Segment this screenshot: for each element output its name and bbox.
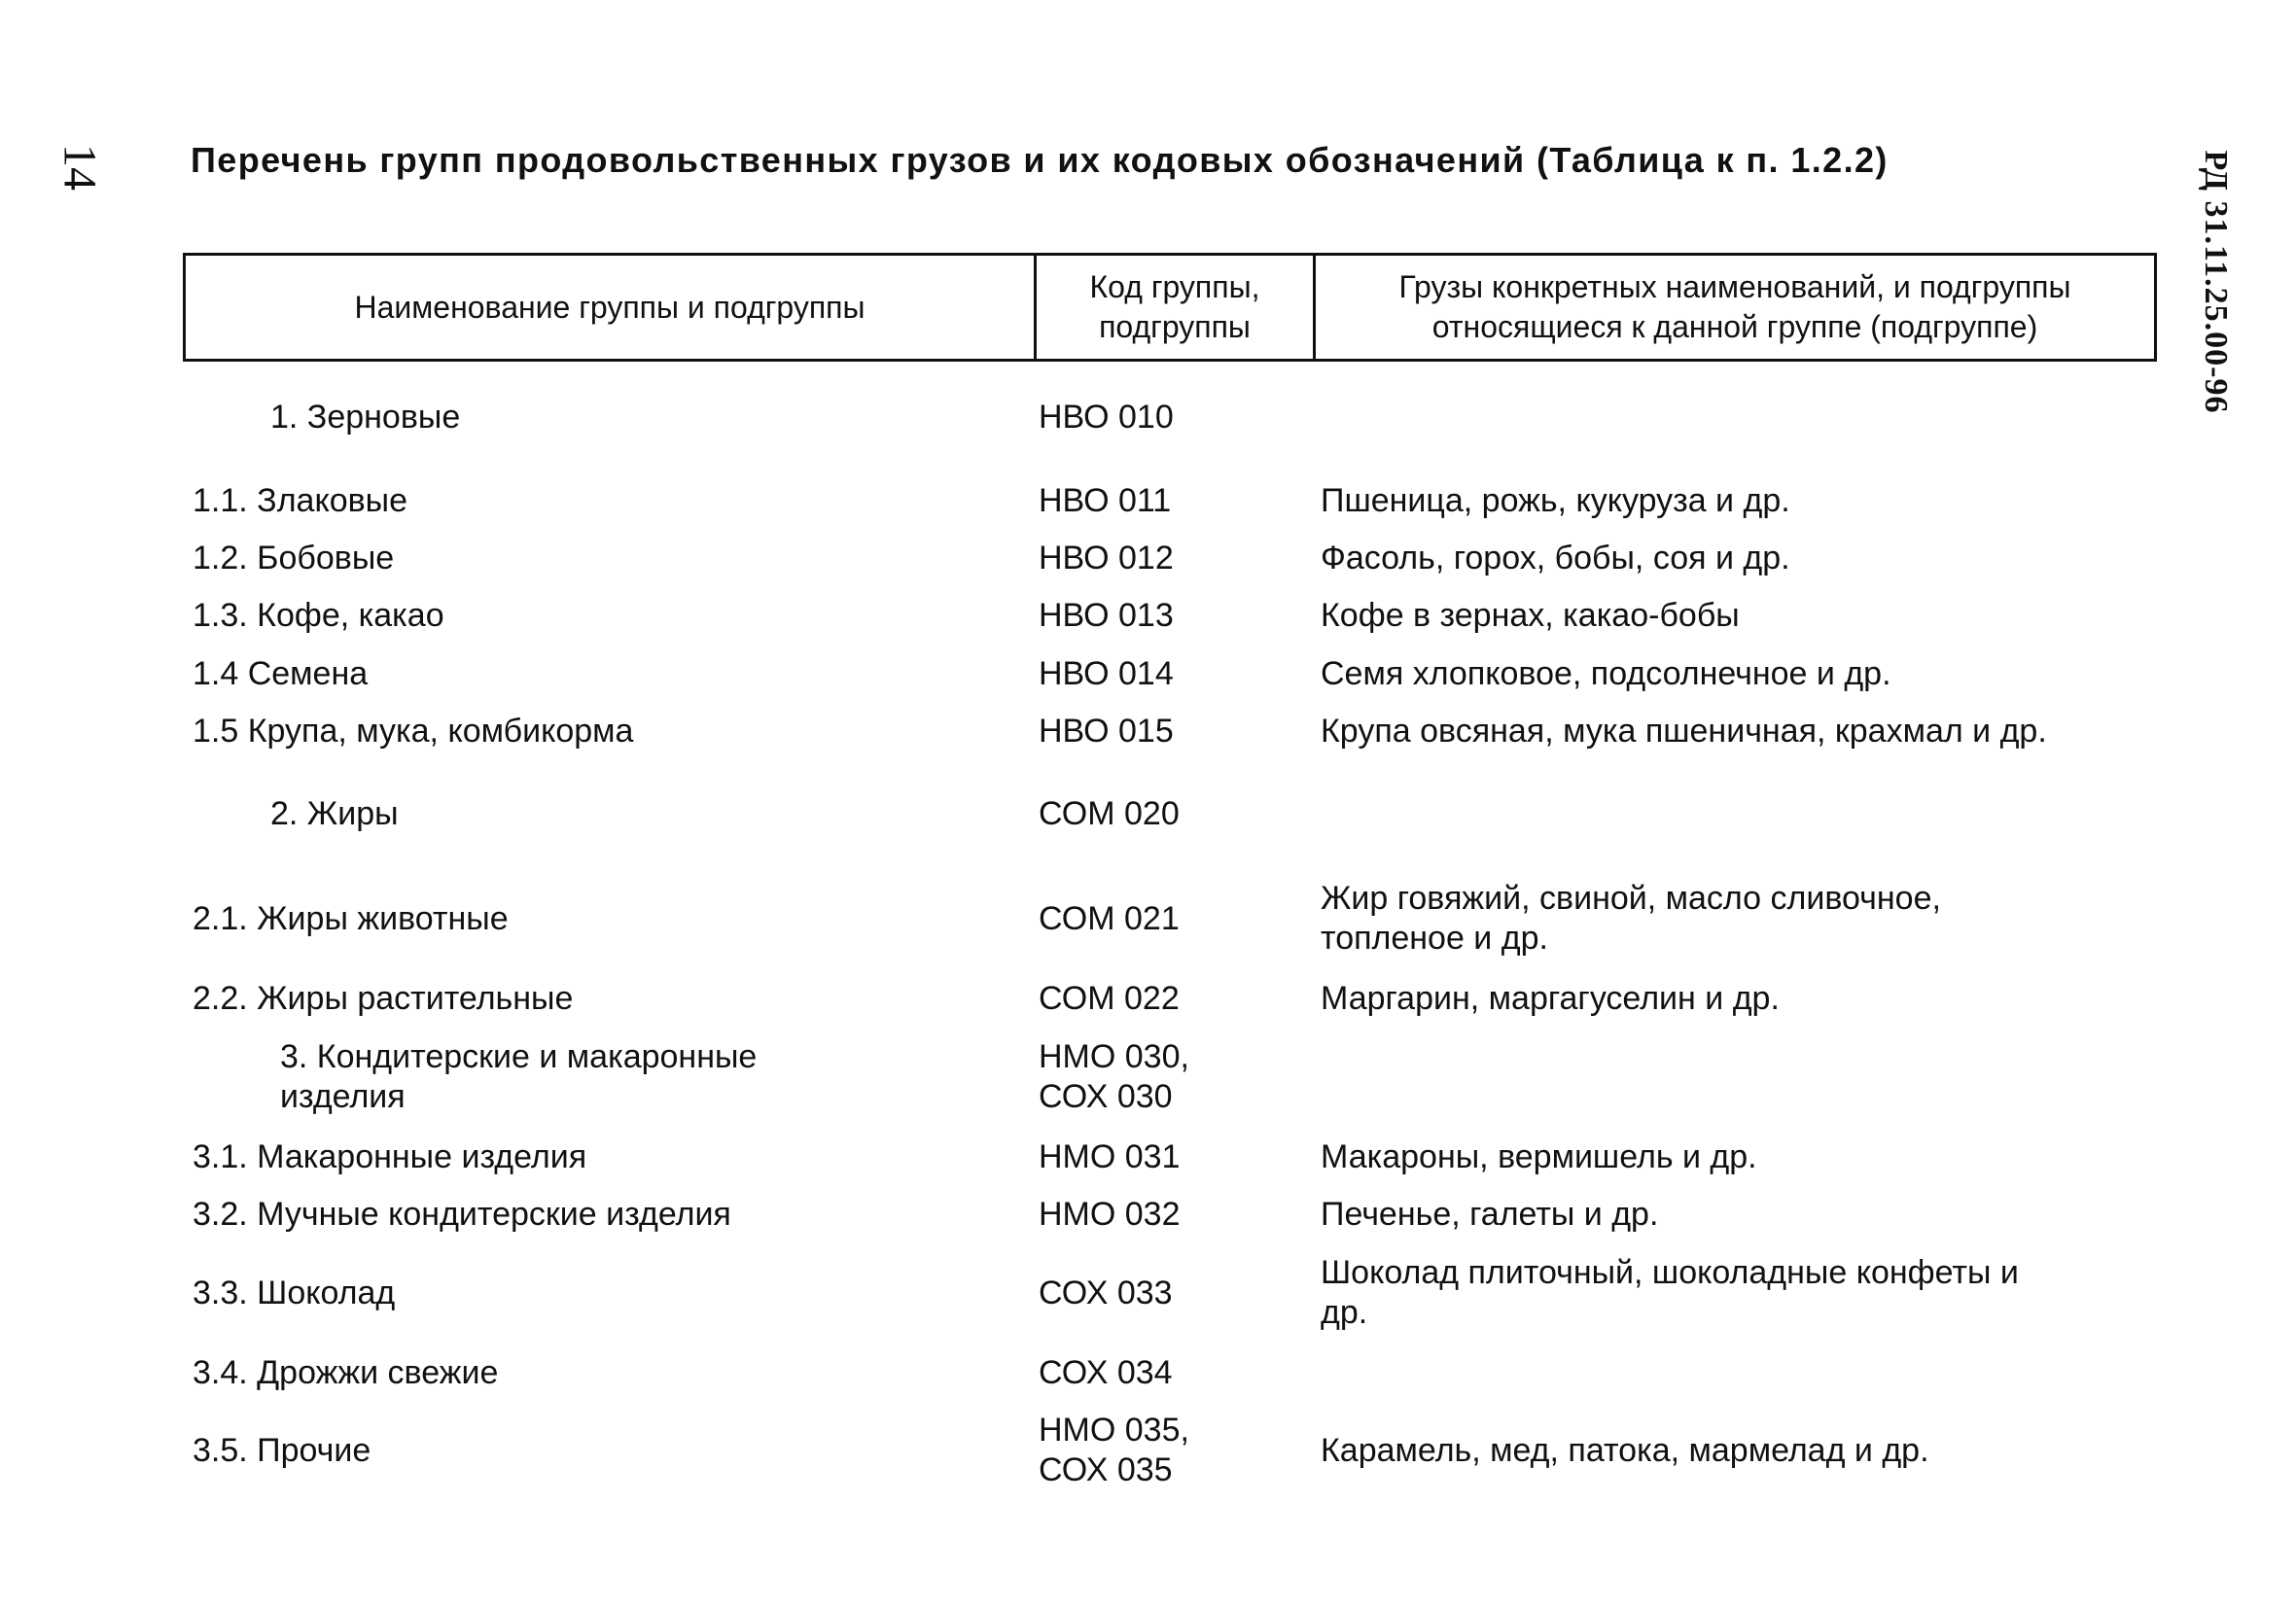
row-goods [1321, 1352, 2147, 1393]
table-row [183, 1410, 2157, 1491]
row-goods: Фасоль, горох, бобы, соя и др. [1321, 539, 1790, 576]
row-name: 1.3. Кофе, какао [193, 596, 444, 634]
row-goods: Печенье, галеты и др. [1321, 1195, 1659, 1233]
row-name: 1.5 Крупа, мука, комбикорма [193, 712, 634, 750]
table-row [183, 653, 2157, 694]
row-code: НМО 032 [1039, 1195, 1181, 1233]
table-row [183, 793, 2157, 834]
row-code: СОМ 022 [1039, 979, 1180, 1017]
row-code: НМО 030, СОХ 030 [1039, 1038, 1189, 1115]
row-name: 3.4. Дрожжи свежие [193, 1353, 499, 1391]
row-goods: Макароны, вермишель и др. [1321, 1137, 1757, 1175]
row-goods: Карамель, мед, патока, мармелад и др. [1321, 1431, 1929, 1469]
row-code: НВО 015 [1039, 712, 1174, 750]
table-row [183, 878, 2157, 960]
table-row [183, 1252, 2157, 1334]
table-row [183, 397, 2157, 437]
page-number: 14 [53, 144, 106, 191]
row-goods [1321, 397, 2147, 437]
row-code: НВО 012 [1039, 539, 1174, 576]
row-goods: Шоколад плиточный, шоколадные конфеты и др. [1321, 1254, 2019, 1331]
row-name: 2.1. Жиры животные [193, 899, 509, 937]
table-row [183, 595, 2157, 636]
row-code: НМО 031 [1039, 1137, 1181, 1175]
column-header-code: Код группы, подгруппы [1037, 256, 1316, 359]
row-goods: Крупа овсяная, мука пшеничная, крахмал и др. [1321, 712, 2047, 750]
row-code: НМО 035, СОХ 035 [1039, 1412, 1189, 1488]
table-row [183, 1036, 2157, 1118]
row-goods: Кофе в зернах, какао-бобы [1321, 596, 1740, 634]
row-code: СОХ 034 [1039, 1353, 1173, 1391]
table-row [183, 538, 2157, 578]
table-row [183, 1352, 2157, 1393]
row-name: 1.1. Злаковые [193, 481, 408, 519]
table-row [183, 1136, 2157, 1177]
column-header-goods: Грузы конкретных наименований, и подгруппы относящиеся к данной группе (подгруппе) [1398, 269, 2071, 344]
row-name: 1.2. Бобовые [193, 539, 395, 576]
row-name: 2.2. Жиры растительные [193, 979, 574, 1017]
column-header-name: Наименование группы и подгруппы [186, 256, 1037, 359]
row-code: СОМ 021 [1039, 899, 1180, 937]
row-goods: Маргарин, маргагуселин и др. [1321, 979, 1780, 1017]
row-name: 3. Кондитерские и макаронные изделия [280, 1038, 758, 1115]
row-name: 3.2. Мучные кондитерские изделия [193, 1195, 731, 1233]
row-goods: Семя хлопковое, подсолнечное и др. [1321, 654, 1891, 692]
row-name: 1. Зерновые [270, 398, 461, 436]
row-name: 1.4 Семена [193, 654, 369, 692]
table-row [183, 1194, 2157, 1235]
table-row [183, 480, 2157, 521]
table-row [183, 711, 2157, 751]
row-goods: Жир говяжий, свиной, масло сливочное, топленое и др. [1321, 880, 1941, 957]
table-row [183, 978, 2157, 1019]
row-code: СОХ 033 [1039, 1274, 1173, 1311]
row-code: НВО 011 [1039, 481, 1172, 519]
row-goods [1321, 793, 2147, 834]
row-goods: Пшеница, рожь, кукуруза и др. [1321, 481, 1790, 519]
row-name: 2. Жиры [270, 794, 399, 832]
row-code: НВО 014 [1039, 654, 1174, 692]
row-code: СОМ 020 [1039, 794, 1180, 832]
row-name: 3.5. Прочие [193, 1431, 371, 1469]
row-goods [1321, 1036, 2147, 1118]
row-name: 3.3. Шоколад [193, 1274, 396, 1311]
table-header [183, 253, 2157, 362]
document-code: РД 31.11.25.00-96 [2198, 150, 2234, 414]
row-name: 3.1. Макаронные изделия [193, 1137, 587, 1175]
row-code: НВО 010 [1039, 398, 1174, 436]
page-title: Перечень групп продовольственных грузов и их кодовых обозначений (Таблица к п. 1.2.2) [191, 140, 1889, 180]
row-code: НВО 013 [1039, 596, 1174, 634]
